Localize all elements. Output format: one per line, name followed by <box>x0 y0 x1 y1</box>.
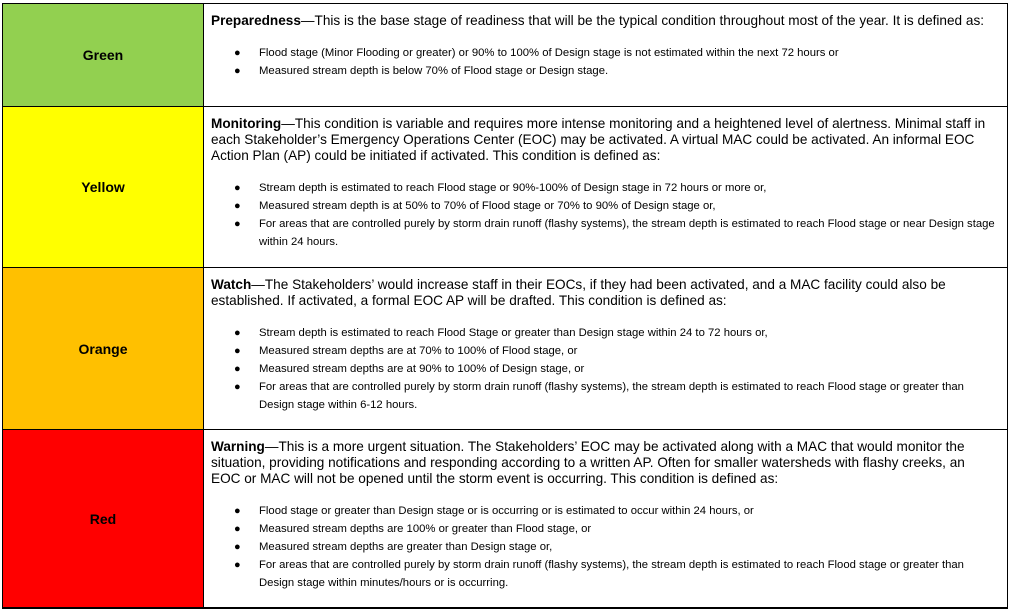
level-intro <box>211 277 997 309</box>
list-item <box>211 179 997 197</box>
flood-alert-levels-table <box>2 3 1008 608</box>
list-item <box>211 44 997 62</box>
level-name: Red <box>89 510 117 527</box>
criteria-list <box>211 324 997 414</box>
level-name: Orange <box>78 340 128 357</box>
bullet-icon: ● <box>234 523 241 535</box>
level-name: Yellow <box>81 179 125 195</box>
list-item <box>211 360 997 378</box>
level-term: Watch <box>211 277 252 292</box>
bullet-icon: ● <box>234 505 241 517</box>
level-term: Preparedness <box>211 13 301 28</box>
list-item <box>211 556 997 592</box>
criterion-text: Measured stream depths are at 90% to 100% of Design stage, or <box>259 363 585 375</box>
criterion-text: Measured stream depths are 100% or greater than Flood stage, or <box>259 523 592 535</box>
bullet-icon: ● <box>234 182 241 194</box>
bullet-icon: ● <box>234 381 241 393</box>
level-description-cell <box>204 268 1008 430</box>
level-name-cell <box>3 4 204 107</box>
criterion-text: For areas that are controlled purely by storm drain runoff (flashy systems), the stream depth is estimated to reach Flood stage or greater than Design stage within 6-12 hours. <box>259 381 964 411</box>
bullet-icon: ● <box>234 345 241 357</box>
bullet-icon: ● <box>234 541 241 553</box>
level-description: —This is a more urgent situation. The Stakeholders’ EOC may be activated along with a MAC that would monitor the situation, providing notifications and responding according to a written AP. Often for smaller watersheds with flashy creeks, an EOC or MAC will not be opened until the storm event is occurring. This condition is defined as: <box>211 439 965 486</box>
level-row-orange <box>3 268 1008 430</box>
list-item <box>211 538 997 556</box>
criteria-list <box>211 179 997 251</box>
level-description: —This is the base stage of readiness that will be the typical condition throughout most of the year. It is defined as: <box>300 13 985 28</box>
bullet-icon: ● <box>234 47 241 59</box>
criterion-text: Flood stage or greater than Design stage or is occurring or is estimated to occur within 24 hours, or <box>259 505 754 517</box>
criterion-text: Measured stream depth is below 70% of Flood stage or Design stage. <box>259 65 609 77</box>
bullet-icon: ● <box>234 327 241 339</box>
level-name: Green <box>82 47 124 63</box>
level-name-cell <box>3 107 204 268</box>
level-description-cell <box>204 107 1008 268</box>
criterion-text: Stream depth is estimated to reach Flood stage or 90%-100% of Design stage in 72 hours or more or, <box>259 182 767 194</box>
bullet-icon: ● <box>234 218 241 230</box>
next-row-border <box>2 608 1008 609</box>
criteria-list <box>211 44 997 80</box>
bullet-icon: ● <box>234 200 241 212</box>
list-item <box>211 324 997 342</box>
criterion-text: Measured stream depths are greater than Design stage or, <box>259 541 553 553</box>
criterion-text: For areas that are controlled purely by storm drain runoff (flashy systems), the stream depth is estimated to reach Flood stage or near Design stage within 24 hours. <box>259 218 995 248</box>
level-name-cell <box>3 268 204 430</box>
list-item <box>211 502 997 520</box>
level-description: —This condition is variable and requires more intense monitoring and a heightened level of alertness. Minimal staff in each Stakeholder’s Emergency Operations Center (EOC) may be activated. A virtual MAC could be activated. An informal EOC Action Plan (AP) could be initiated if activated. This condition is defined as: <box>211 116 986 163</box>
level-description: —The Stakeholders’ would increase staff in their EOCs, if they had been activated, and a MAC facility could also be established. If activated, a formal EOC AP will be drafted. This condition is defined as: <box>211 277 946 308</box>
level-name-cell <box>3 430 204 608</box>
list-item <box>211 378 997 414</box>
bullet-icon: ● <box>234 65 241 77</box>
criterion-text: Measured stream depth is at 50% to 70% of Flood stage or 70% to 90% of Design stage or, <box>259 200 716 212</box>
level-row-yellow <box>3 107 1008 268</box>
criterion-text: For areas that are controlled purely by storm drain runoff (flashy systems), the stream depth is estimated to reach Flood stage or greater than Design stage within minutes/hours or is occurring. <box>259 559 964 589</box>
list-item <box>211 197 997 215</box>
level-intro <box>211 439 997 487</box>
level-description-cell <box>204 430 1008 608</box>
criterion-text: Stream depth is estimated to reach Flood Stage or greater than Design stage within 24 to 72 hours or, <box>259 327 768 339</box>
bullet-icon: ● <box>234 363 241 375</box>
criterion-text: Measured stream depths are at 70% to 100% of Flood stage, or <box>259 345 578 357</box>
level-intro <box>211 116 997 164</box>
criteria-list <box>211 502 997 592</box>
list-item <box>211 342 997 360</box>
level-term: Warning <box>211 439 265 454</box>
level-intro <box>211 13 997 29</box>
criterion-text: Flood stage (Minor Flooding or greater) or 90% to 100% of Design stage is not estimated within the next 72 hours or <box>259 47 839 59</box>
level-row-red <box>3 430 1008 608</box>
list-item <box>211 62 997 80</box>
level-term: Monitoring <box>211 116 282 131</box>
level-description-cell <box>204 4 1008 107</box>
list-item <box>211 215 997 251</box>
list-item <box>211 520 997 538</box>
level-row-green <box>3 4 1008 107</box>
bullet-icon: ● <box>234 559 241 571</box>
